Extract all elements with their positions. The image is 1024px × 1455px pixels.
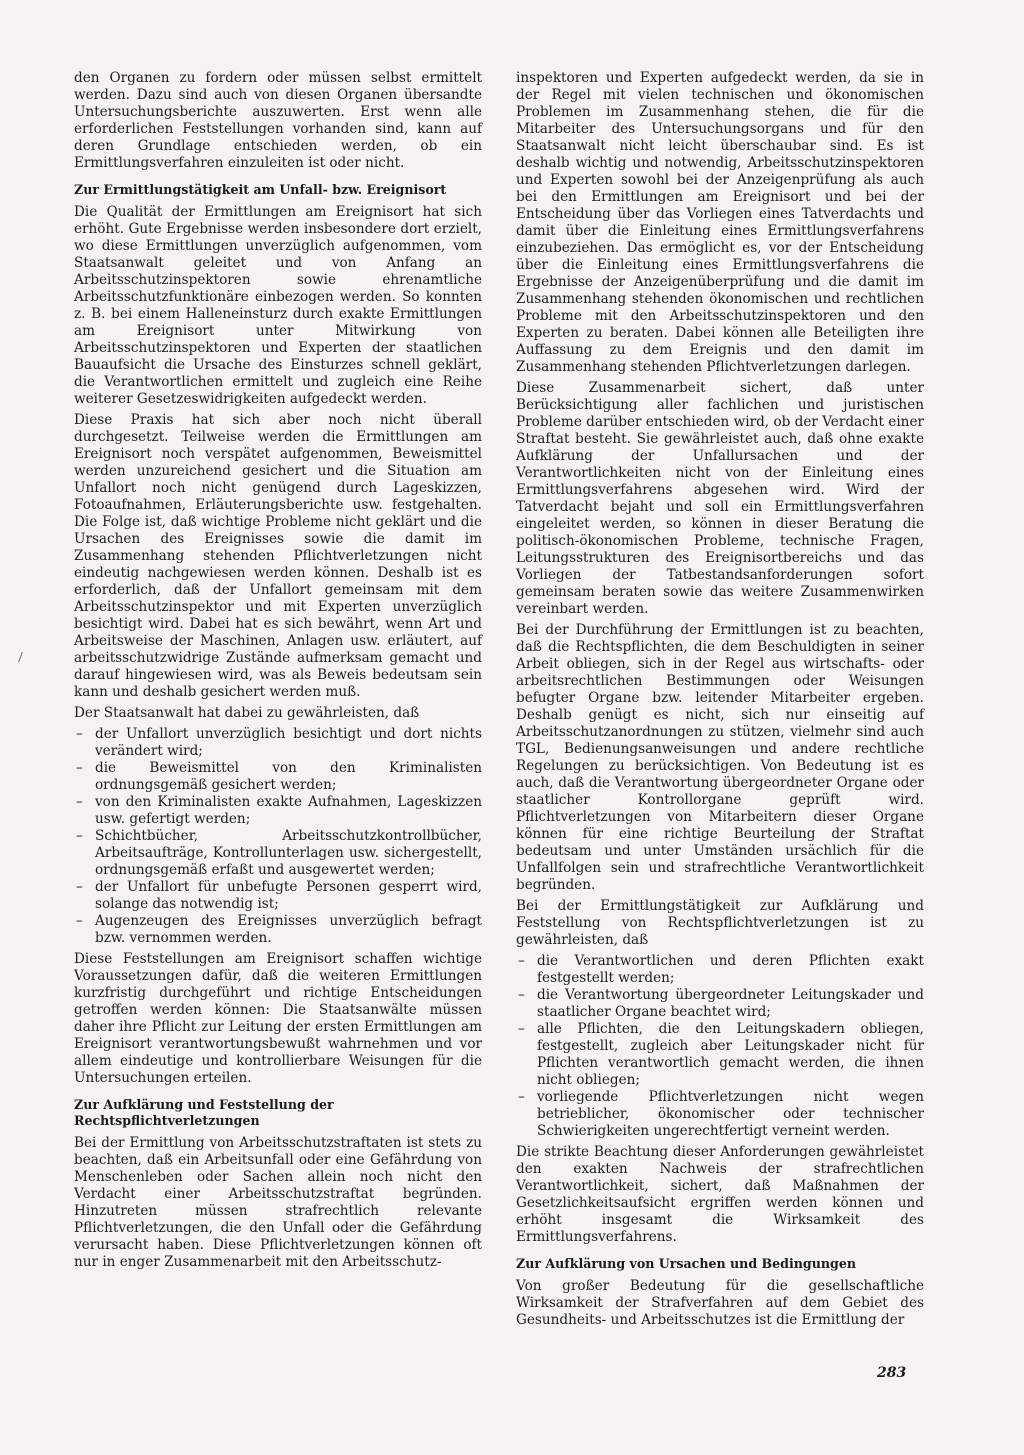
paragraph: Die Qualität der Ermittlungen am Ereignisort hat sich erhöht. Gute Ergebnisse werden insbesondere dort erzielt, wo diese Ermittlungen unverzüglich aufgenommen, vom Staatsanwalt geleitet und von Anfang an Arbeitsschutzinspektoren sowie ehrenamtliche Arbeitsschutzfunktionäre einbezogen werden. So konnten z. B. bei einem Halleneinsturz durch exakte Ermittlungen am Ereignisort unter Mitwirkung von Arbeitsschutzinspektoren und Experten der staatlichen Bauaufsicht die Ursache des Einsturzes schnell geklärt, die Verantwortlichen ermittelt und zugleich eine Reihe weiterer Gesetzeswidrigkeiten aufgedeckt werden. (74, 204, 482, 407)
paragraph: Diese Feststellungen am Ereignisort schaffen wichtige Voraussetzungen dafür, daß die weiteren Ermittlungen kurzfristig durchgeführt und richtige Entscheidungen getroffen werden können: Die Staatsanwälte müssen daher ihre Pflicht zur Leitung der ersten Ermittlungen am Ereignisort verantwortungsbewußt wahrnehmen und vor allem eindeutige und kontrollierbare Weisungen für die Untersuchungen erteilen. (74, 951, 482, 1086)
paragraph: Bei der Ermittlung von Arbeitsschutzstraftaten ist stets zu beachten, daß ein Arbeitsunfall oder eine Gefährdung von Menschenleben oder Sachen allein noch nicht den Verdacht einer Arbeitsschutzstraftat begründen. Hinzutreten müssen strafrechtlich relevante Pflichtverletzungen, die den Unfall oder die Gefährdung verursacht haben. Diese Pflichtverletzungen können oft nur in enger Zusammenarbeit mit den Arbeitsschutz- (74, 1135, 482, 1270)
list-item: – der Unfallort unverzüglich besichtigt und dort nichts verändert wird; (74, 726, 482, 760)
margin-mark (18, 652, 27, 662)
paragraph: Von großer Bedeutung für die gesellschaftliche Wirksamkeit der Strafverfahren auf dem Gebiet des Gesundheits- und Arbeitsschutzes ist die Ermittlung der (516, 1278, 924, 1328)
list-item: – alle Pflichten, die den Leitungskadern obliegen, festgestellt, zugleich aber Leitungskader nicht für Pflichten verantwortlich gemacht werden, die ihnen nicht obliegen; (516, 1021, 924, 1089)
list-item: – Augenzeugen des Ereignisses unverzüglich befragt bzw. vernommen werden. (74, 913, 482, 947)
paragraph: Diese Praxis hat sich aber noch nicht überall durchgesetzt. Teilweise werden die Ermittlungen am Ereignisort noch verspätet aufgenommen, Beweismittel werden unzureichend gesichert und die Situation am Unfallort noch nicht genügend durch Lageskizzen, Fotoaufnahmen, Erläuterungsberichte usw. festgehalten. Die Folge ist, daß wichtige Probleme nicht geklärt und die Ursachen des Ereignisses sowie die damit im Zusammenhang stehenden Pflichtverletzungen nicht eindeutig nachgewiesen werden können. Deshalb ist es erforderlich, daß der Unfallort gemeinsam mit dem Arbeitsschutzinspektor und mit Experten unverzüglich besichtigt wird. Dabei hat es sich bewährt, wenn Art und Arbeitsweise der Maschinen, Anlagen usw. erläutert, auf arbeitsschutzwidrige Zustände aufmerksam gemacht und darauf hingewiesen wird, was als Beweis bedeutsam sein kann und deshalb gesichert werden muß. (74, 412, 482, 700)
section-heading: Zur Aufklärung und Feststellung der Rechtspflichtverletzungen (74, 1097, 334, 1128)
section-heading: Zur Ermittlungstätigkeit am Unfall- bzw. Ereignisort (74, 182, 447, 197)
list-item: – Schichtbücher, Arbeitsschutzkontrollbücher, Arbeitsaufträge, Kontrollunterlagen usw. sichergestellt, ordnungsgemäß erfaßt und ausgewertet werden; (74, 828, 482, 879)
paragraph: inspektoren und Experten aufgedeckt werden, da sie in der Regel mit vielen technischen und ökonomischen Problemen im Zusammenhang stehen, die für die Mitarbeiter des Untersuchungsorgans und für den Staatsanwalt nicht leicht überschaubar sind. Es ist deshalb wichtig und notwendig, Arbeitsschutzinspektoren und Experten sowohl bei der Anzeigenprüfung als auch bei den Ermittlungen am Ereignisort und bei der Entscheidung über das Vorliegen eines Tatverdachts und damit über die Einleitung eines Ermittlungsverfahrens einzubeziehen. Das ermöglicht es, vor der Entscheidung über die Einleitung eines Ermittlungsverfahrens die Ergebnisse der Anzeigenüberprüfung und die damit im Zusammenhang stehenden ökonomischen und rechtlichen Probleme mit den Arbeitsschutzinspektoren und den Experten zu beraten. Dabei können alle Beteiligten ihre Auffassung zu dem Ereignis und den damit im Zusammenhang stehenden Pflichtverletzungen darlegen. (516, 70, 924, 375)
right-column (516, 70, 924, 1333)
dash-list (74, 726, 482, 947)
paragraph: Die strikte Beachtung dieser Anforderungen gewährleistet den exakten Nachweis der strafrechtlichen Verantwortlichkeit, sichert, daß Maßnahmen der Gesetzlichkeitsaufsicht ergriffen werden können und erhöht insgesamt die Wirksamkeit des Ermittlungsverfahrens. (516, 1144, 924, 1245)
list-item: – der Unfallort für unbefugte Personen gesperrt wird, solange das notwendig ist; (74, 879, 482, 913)
list-item: – von den Kriminalisten exakte Aufnahmen, Lageskizzen usw. gefertigt werden; (74, 794, 482, 828)
paragraph: den Organen zu fordern oder müssen selbst ermittelt werden. Dazu sind auch von diesen Organen übersandte Untersuchungsberichte auszuwerten. Erst wenn alle erforderlichen Feststellungen vorhanden sind, kann auf deren Grundlage entschieden werden, ob ein Ermittlungsverfahren einzuleiten ist oder nicht. (74, 70, 482, 171)
left-column (74, 70, 482, 1275)
list-item: – die Verantwortung übergeordneter Leitungskader und staatlicher Organe beachtet wird; (516, 987, 924, 1021)
paragraph: Diese Zusammenarbeit sichert, daß unter Berücksichtigung aller fachlichen und juristischen Probleme darüber entschieden wird, ob der Verdacht einer Straftat besteht. Sie gewährleistet auch, daß ohne exakte Aufklärung der Unfallursachen und der Verantwortlichkeiten nicht von der Einleitung eines Ermittlungsverfahrens abgesehen wird. Wird der Tatverdacht bejaht und soll ein Ermittlungsverfahren eingeleitet werden, so können in dieser Beratung die politisch-ökonomischen Probleme, technische Fragen, Leitungsstrukturen des Ereignisortbereichs und das Vorliegen der Tatbestandsanforderungen sofort gemeinsam beraten sowie das weitere Zusammenwirken vereinbart werden. (516, 380, 924, 617)
paragraph: Bei der Ermittlungstätigkeit zur Aufklärung und Feststellung von Rechtspflichtverletzungen ist zu gewährleisten, daß (516, 898, 924, 948)
paragraph: Bei der Durchführung der Ermittlungen ist zu beachten, daß die Rechtspflichten, die dem Beschuldigten in seiner Arbeit obliegen, sich in der Regel aus wirtschafts- oder arbeitsrechtlichen Bestimmungen oder Weisungen befugter Organe bzw. leitender Mitarbeiter ergeben. Deshalb genügt es nicht, sich nur einseitig auf Arbeitsschutzanordnungen zu stützen, vielmehr sind auch TGL, Bedienungsanweisungen und andere rechtliche Regelungen zu berücksichtigen. Von Bedeutung ist es auch, daß die Verantwortung übergeordneter Organe oder staatlicher Kontrollorgane geprüft wird. Pflichtverletzungen von Mitarbeitern dieser Organe können für eine richtige Beurteilung der Straftat bedeutsam und unter Umständen ursächlich für die Unfallfolgen sein und strafrechtliche Verantwortlichkeit begründen. (516, 622, 924, 893)
list-item: – die Beweismittel von den Kriminalisten ordnungsgemäß gesichert werden; (74, 760, 482, 794)
paragraph: Der Staatsanwalt hat dabei zu gewährleisten, daß (74, 705, 420, 721)
section-heading: Zur Aufklärung von Ursachen und Bedingungen (516, 1256, 857, 1271)
dash-list (516, 953, 924, 1140)
list-item: – vorliegende Pflichtverletzungen nicht wegen betrieblicher, ökonomischer oder technischer Schwierigkeiten ungerechtfertigt verneint werden. (516, 1089, 924, 1140)
page-number: 283 (877, 1365, 907, 1381)
list-item: – die Verantwortlichen und deren Pflichten exakt festgestellt werden; (516, 953, 924, 987)
